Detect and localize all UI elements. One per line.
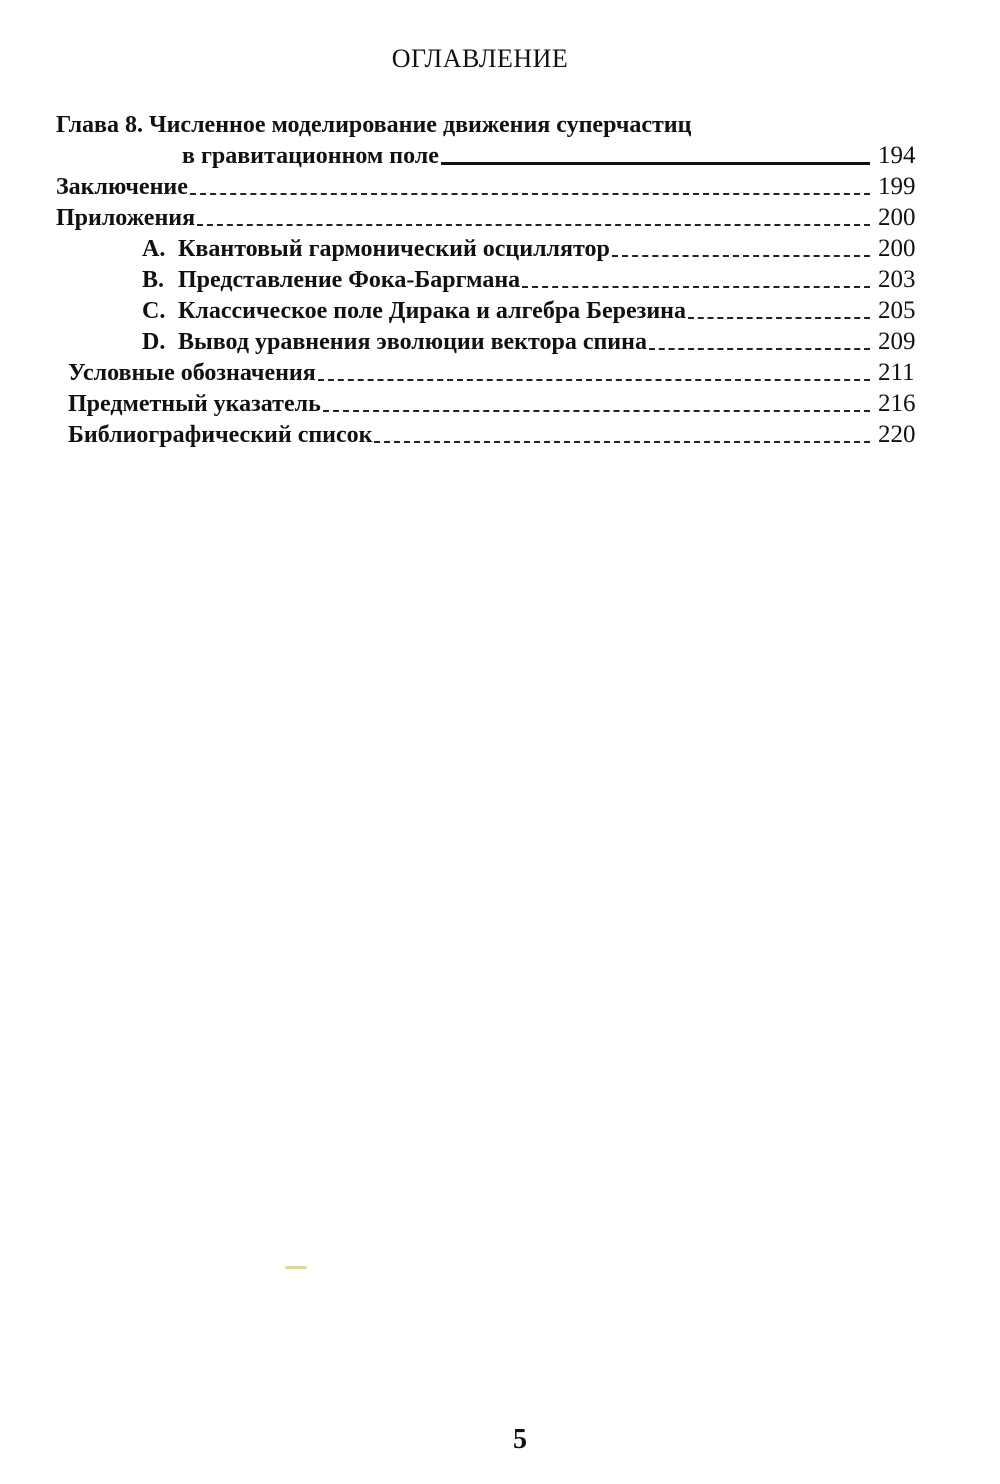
toc-leader <box>688 317 870 319</box>
toc-leader <box>374 441 870 443</box>
toc-page-number: 205 <box>878 297 916 324</box>
toc-page-number: 203 <box>878 266 916 293</box>
toc-page-number: 220 <box>878 421 916 448</box>
toc-page-number: 200 <box>878 235 916 262</box>
toc-appendix-letter: C. <box>142 298 166 324</box>
page-number: 5 <box>513 1424 527 1455</box>
toc-entry-appendix-a <box>142 235 940 267</box>
toc-entry-conclusion <box>56 173 940 205</box>
toc-leader <box>190 193 870 195</box>
toc-entry-appendix-b <box>142 266 940 298</box>
toc-chapter8-title-line2: в гравитационном поле <box>182 143 439 169</box>
toc-entry-label: Предметный указатель <box>68 391 321 417</box>
toc-leader <box>323 410 870 412</box>
toc-entry-appendix-c <box>142 297 940 329</box>
toc-entry-label: Приложения <box>56 205 196 231</box>
toc-page-number: 200 <box>878 204 916 231</box>
toc-page-number: 211 <box>878 359 915 386</box>
toc-leader <box>612 255 870 257</box>
toc-entry-index <box>68 390 940 422</box>
toc-entry-label: Библиографический список <box>68 422 373 448</box>
toc-entry-bibliography <box>68 421 940 453</box>
toc-entry-appendices <box>56 204 940 236</box>
toc-leader <box>441 162 870 165</box>
toc-entry-label: Классическое поле Дирака и алгебра Березина <box>178 298 686 324</box>
toc-entry-label: Вывод уравнения эволюции вектора спина <box>178 329 647 355</box>
toc-leader <box>318 379 870 381</box>
toc-entry-label: Квантовый гармонический осциллятор <box>178 236 610 262</box>
toc-appendix-letter: B. <box>142 267 165 293</box>
toc-page-number: 209 <box>878 328 916 355</box>
toc-leader <box>197 224 870 226</box>
toc-page-number: 194 <box>878 142 916 169</box>
toc-entry-appendix-d <box>142 328 940 360</box>
toc-entry-label: Представление Фока-Баргмана <box>178 267 521 293</box>
toc-appendix-letter: A. <box>142 236 166 262</box>
toc-entry-chapter8 <box>182 142 940 174</box>
scan-speck <box>285 1266 307 1269</box>
toc-leader <box>649 348 870 350</box>
toc-entry-label: Условные обозначения <box>68 360 316 386</box>
toc-page-number: 199 <box>878 173 916 200</box>
toc-leader <box>522 286 870 288</box>
toc-appendix-letter: D. <box>142 329 166 355</box>
toc-entry-notation <box>68 359 940 391</box>
toc-entry-label: Заключение <box>56 174 188 200</box>
toc-chapter8-title-line1: Глава 8. Численное моделирование движения суперчастиц <box>56 112 692 138</box>
toc-heading: ОГЛАВЛЕНИЕ <box>391 44 569 73</box>
toc-page-number: 216 <box>878 390 916 417</box>
